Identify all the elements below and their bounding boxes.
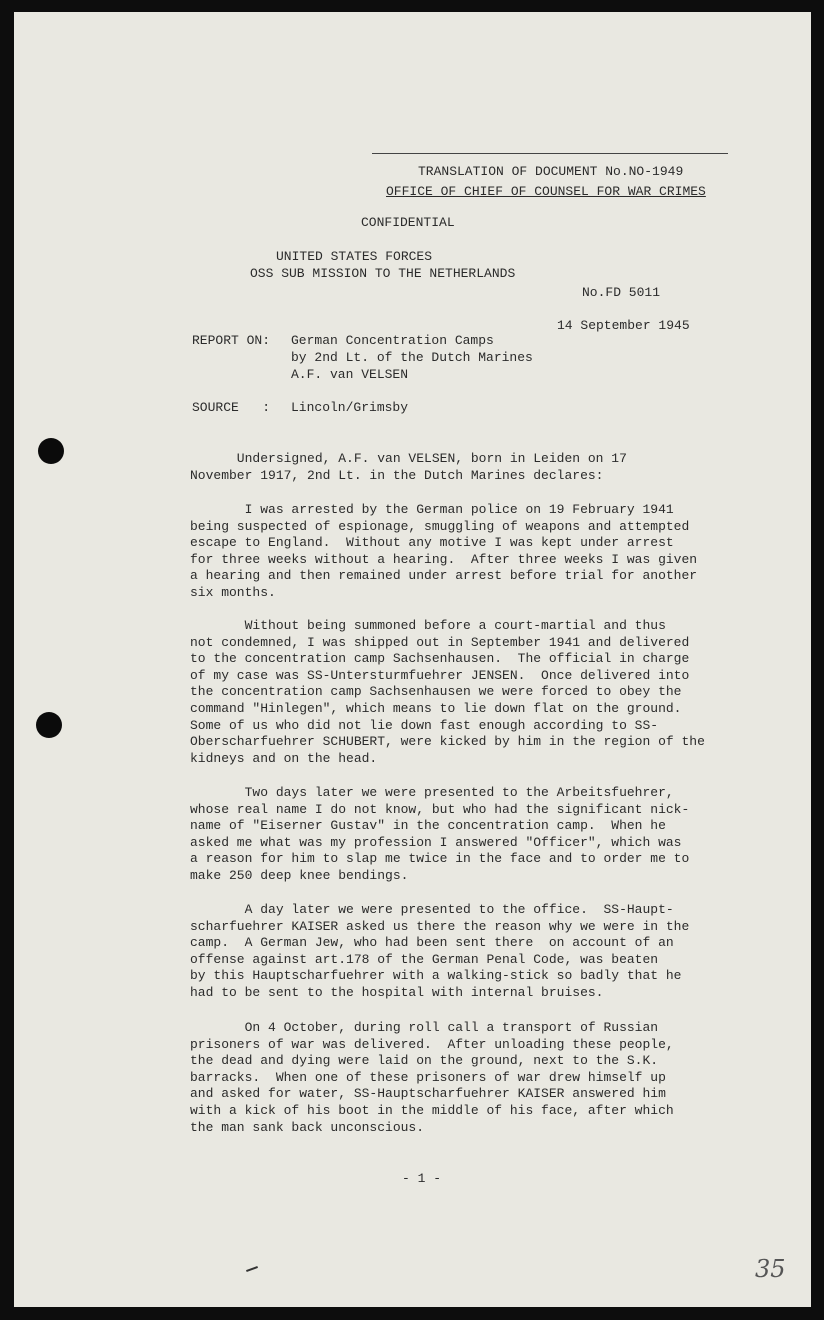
paragraph-5-line-2: scharfuehrer KAISER asked us there the reason why we were in the — [190, 918, 690, 934]
report-on-line-1: German Concentration Camps — [291, 333, 494, 348]
paragraph-2-line-1: I was arrested by the German police on 19 February 1941 — [190, 502, 674, 517]
paragraph-6-line-2: prisoners of war was delivered. After unloading these people, — [190, 1036, 674, 1052]
paragraph-6-line-4: barracks. When one of these prisoners of war drew himself up — [190, 1069, 666, 1085]
paragraph-4-line-4: asked me what was my profession I answered "Officer", which was — [190, 834, 682, 850]
org-line-2: OSS SUB MISSION TO THE NETHERLANDS — [250, 266, 516, 281]
paragraph-3-line-9: kidneys and on the head. — [190, 750, 378, 766]
paragraph-3-line-7: Some of us who did not lie down fast enough according to SS- — [190, 717, 659, 733]
classification-label: CONFIDENTIAL — [361, 215, 455, 230]
paragraph-4-line-1: Two days later we were presented to the Arbeitsfuehrer, — [190, 785, 674, 800]
paragraph-5-line-3: camp. A German Jew, who had been sent there on account of an — [190, 935, 674, 951]
report-on-line-3: A.F. van VELSEN — [291, 367, 409, 382]
paragraph-4-line-2: whose real name I do not know, but who had the significant nick- — [190, 801, 690, 817]
paragraph-2-line-4: for three weeks without a hearing. After three weeks I was given — [190, 551, 698, 567]
paragraph-3-line-4: of my case was SS-Untersturmfuehrer JENSEN. Once delivered into — [190, 667, 690, 683]
header-rule — [372, 153, 728, 154]
paragraph-5-line-4: offense against art.178 of the German Penal Code, was beaten — [190, 951, 659, 967]
header-office-line: OFFICE OF CHIEF OF COUNSEL FOR WAR CRIMES — [386, 184, 706, 199]
punch-hole-bottom — [36, 712, 62, 738]
paragraph-6-line-5: and asked for water, SS-Hauptscharfuehrer KAISER answered him — [190, 1086, 666, 1102]
org-line-1: UNITED STATES FORCES — [276, 249, 433, 264]
paragraph-3-line-3: to the concentration camp Sachsenhausen. The official in charge — [190, 651, 690, 667]
report-on-line-2: by 2nd Lt. of the Dutch Marines — [291, 350, 533, 365]
folio-number: 35 — [755, 1255, 786, 1283]
paragraph-3-line-8: Oberscharfuehrer SCHUBERT, were kicked by him in the region of the — [190, 734, 705, 750]
source-value: Lincoln/Grimsby — [291, 400, 409, 415]
paragraph-6-line-6: with a kick of his boot in the middle of his face, after which — [190, 1103, 674, 1118]
paragraph-1-line-2: November 1917, 2nd Lt. in the Dutch Marines declares: — [190, 467, 604, 483]
paragraph-3-line-6: command "Hinlegen", which means to lie down flat on the ground. — [190, 701, 682, 716]
header-translation-line: TRANSLATION OF DOCUMENT No.NO-1949 — [418, 164, 684, 179]
report-date: 14 September 1945 — [557, 318, 690, 333]
paragraph-3-line-5: the concentration camp Sachsenhausen we were forced to obey the — [190, 684, 682, 700]
paragraph-2-line-6: six months. — [190, 585, 276, 600]
paragraph-5-line-6: had to be sent to the hospital with internal bruises. — [190, 985, 604, 1000]
paragraph-2-line-3: escape to England. Without any motive I was kept under arrest — [190, 535, 674, 551]
paragraph-6-line-3: the dead and dying were laid on the ground, next to the S.K. — [190, 1053, 659, 1069]
paragraph-3-line-2: not condemned, I was shipped out in September 1941 and delivered — [190, 634, 690, 650]
paragraph-6-line-1: On 4 October, during roll call a transport of Russian — [190, 1020, 659, 1035]
paragraph-1-line-1: Undersigned, A.F. van VELSEN, born in Leiden on 17 — [190, 451, 627, 466]
punch-hole-top — [38, 438, 64, 464]
paragraph-3-line-1: Without being summoned before a court-martial and thus — [190, 618, 666, 633]
paragraph-2-line-5: a hearing and then remained under arrest before trial for another — [190, 568, 698, 584]
paragraph-4-line-5: a reason for him to slap me twice in the face and to order me to — [190, 851, 690, 867]
source-label: SOURCE : — [192, 400, 271, 415]
page-number: - 1 - — [402, 1171, 442, 1186]
paragraph-4-line-6: make 250 deep knee bendings. — [190, 868, 409, 883]
paragraph-4-line-3: name of "Eiserner Gustav" in the concentration camp. When he — [190, 818, 666, 834]
report-on-label: REPORT ON: — [192, 333, 271, 348]
paragraph-5-line-1: A day later we were presented to the office. SS-Haupt- — [190, 902, 674, 917]
paragraph-2-line-2: being suspected of espionage, smuggling of weapons and attempted — [190, 518, 690, 534]
reference-number: No.FD 5011 — [582, 285, 661, 300]
paragraph-6-line-7: the man sank back unconscious. — [190, 1119, 425, 1135]
paragraph-5-line-5: by this Hauptscharfuehrer with a walking-stick so badly that he — [190, 968, 682, 984]
